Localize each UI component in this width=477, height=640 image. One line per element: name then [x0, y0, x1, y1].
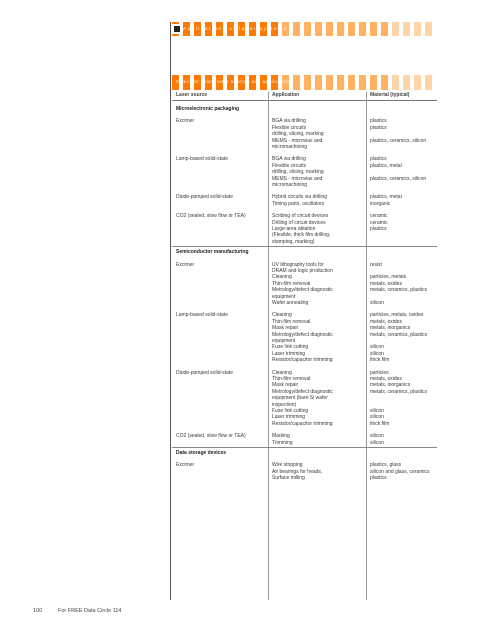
- table-cell: Air bearings for heads,: [272, 468, 323, 475]
- header-rule: [172, 100, 437, 101]
- table-cell: particles: [370, 369, 389, 376]
- section-heading: Semiconductor manufacturing: [176, 249, 249, 256]
- table-cell: Trimming: [272, 439, 293, 446]
- table-cell: Drilling of circuit devices: [272, 219, 326, 226]
- table-cell: equipment (bare Si wafer: [272, 395, 328, 402]
- table-cell: Mask repair: [272, 325, 299, 332]
- table-cell: thick film: [370, 357, 390, 364]
- table-cell: silicon: [370, 433, 384, 440]
- table-cell: Laser trimming: [272, 350, 306, 357]
- table-cell: Resistor/capacitor trimming: [272, 420, 333, 427]
- stripe: [293, 22, 300, 36]
- table-cell: metals, oxides: [370, 376, 402, 382]
- table-cell: Resistor/capacitor trimming: [272, 357, 333, 364]
- table-cell: CO2 (sealed, slow flow or TEA): [176, 433, 246, 440]
- table-cell: plastics, ceramics, silicon: [370, 137, 427, 144]
- table-cell: plastics, ceramics, silicon: [370, 175, 427, 182]
- stripe: [392, 22, 399, 36]
- table-cell: equipment: [272, 338, 296, 344]
- section-rule: [172, 447, 437, 448]
- stripe: [359, 75, 366, 90]
- stripe: [348, 75, 355, 90]
- table-cell: Metrology/defect diagnostic: [272, 388, 333, 395]
- table-cell: DRAM and logic production: [272, 268, 333, 274]
- stripe: [315, 75, 322, 90]
- table-cell: plastics, metal: [370, 162, 402, 169]
- table-cell: Timing parts, oscillators: [272, 200, 325, 207]
- stripe: [403, 22, 410, 36]
- table-cell: BGA via drilling: [272, 118, 306, 125]
- table-cell: particles, metals: [370, 274, 407, 281]
- table-cell: metals, ceramics, plastics: [370, 287, 427, 294]
- table-cell: micromachining: [272, 144, 308, 150]
- stripe: [414, 22, 421, 36]
- stripe: [414, 75, 421, 90]
- stripe: [348, 22, 355, 36]
- stripe: [337, 75, 344, 90]
- table-cell: Surface milling: [272, 475, 305, 482]
- table-cell: Mask repair: [272, 382, 299, 389]
- table-cell: resist: [370, 261, 382, 268]
- table-cell: metals, oxides: [370, 280, 402, 287]
- table-cell: Diode-pumped solid-state: [176, 194, 233, 201]
- table-cell: Cleaning: [272, 274, 292, 281]
- stripe: [304, 22, 311, 36]
- table-cell: metals, ceramics, plastics: [370, 388, 427, 395]
- table-cell: Metrology/defect diagnostic: [272, 287, 333, 294]
- stripe: [370, 22, 377, 36]
- table-cell: plastics, metal: [370, 194, 402, 201]
- table-cell: plastics: [370, 118, 387, 125]
- table-cell: silicon: [370, 439, 384, 446]
- table-cell: plastics, glass: [370, 462, 402, 469]
- table-title: Selection chart: laser sources and applications: [176, 79, 293, 84]
- table-cell: metals, ceramics, plastics: [370, 331, 427, 338]
- table-cell: Thin-film removal: [272, 318, 311, 325]
- table-cell: MEMS - microvias and: [272, 175, 323, 182]
- table-cell: Flexible circuits: [272, 124, 307, 131]
- table-cell: Excimer: [176, 462, 195, 469]
- table-cell: CO2 (sealed, slow flow or TEA): [176, 213, 246, 220]
- table-cell: plastics: [370, 156, 387, 163]
- table-cell: silicon: [370, 344, 384, 351]
- table-cell: metals, oxides: [370, 318, 402, 325]
- table-cell: silicon and glass, ceramics: [370, 468, 430, 475]
- table-cell: plastics: [370, 226, 387, 232]
- table-cell: Wire stripping: [272, 462, 303, 469]
- table-cell: Excimer: [176, 261, 195, 268]
- footer-note: For FREE Data Circle 114: [58, 608, 122, 614]
- table-cell: Scribing of circuit devices: [272, 213, 329, 220]
- stripe: [370, 75, 377, 90]
- column-separator: [366, 92, 367, 600]
- table-cell: inorganic: [370, 200, 391, 207]
- table-cell: plastics: [370, 475, 387, 482]
- table-cell: micromachining: [272, 182, 308, 188]
- table-cell: silicon: [370, 408, 384, 414]
- table-cell: Lamp-based solid-state: [176, 156, 228, 163]
- table-cell: (Flexible, thick film drilling,: [272, 232, 331, 239]
- table-cell: metals, inorganics: [370, 325, 411, 332]
- table-cell: Thin-film removal: [272, 280, 311, 287]
- column-header-application: Application: [272, 92, 300, 98]
- column-separator: [268, 92, 269, 600]
- section-heading: Microelectronic packaging: [176, 106, 240, 112]
- table-cell: silicon: [370, 414, 384, 421]
- table-cell: Lamp-based solid-state: [176, 312, 228, 319]
- banner-title: Applications of laser systems: [183, 26, 288, 31]
- table-cell: Marking: [272, 433, 290, 440]
- table-cell: drilling, slicing, marking: [272, 169, 324, 176]
- table-cell: silicon: [370, 300, 384, 306]
- table-cell: Diode-pumped solid-state: [176, 369, 233, 376]
- table-cell: Fuse link cutting: [272, 408, 309, 414]
- table-cell: plastics: [370, 124, 387, 131]
- section-rule: [172, 246, 437, 247]
- table-cell: Flexible circuits: [272, 162, 307, 169]
- table-cell: Metrology/defect diagnostic: [272, 331, 333, 338]
- table-cell: UV lithography tools for: [272, 261, 324, 268]
- section-heading: Data storage devices: [176, 450, 227, 456]
- table-cell: inspection): [272, 401, 297, 408]
- table-cell: ceramic: [370, 213, 388, 220]
- table-cell: metals, inorganics: [370, 382, 411, 389]
- stripe: [326, 75, 333, 90]
- page-number: 100: [33, 608, 43, 614]
- stripe: [425, 75, 432, 90]
- table-cell: particles, metals, oxides: [370, 312, 424, 319]
- stripe: [326, 22, 333, 36]
- square-bullet-icon: [172, 24, 182, 34]
- stripe: [293, 75, 300, 90]
- column-header-laser-source: Laser source: [176, 92, 208, 98]
- table-cell: Cleaning: [272, 369, 292, 376]
- table-cell: equipment: [272, 293, 296, 300]
- stripe: [359, 22, 366, 36]
- table-cell: silicon: [370, 350, 384, 357]
- stripe: [425, 22, 432, 36]
- table-cell: thick film: [370, 420, 390, 427]
- table-cell: BGA via drilling: [272, 156, 306, 163]
- stripe: [337, 22, 344, 36]
- stripe: [392, 75, 399, 90]
- table-cell: Wafer annealing: [272, 300, 309, 306]
- stripe: [381, 22, 388, 36]
- table-cell: stamping, marking): [272, 238, 315, 245]
- stripe: [403, 75, 410, 90]
- table-cell: Hybrid circuits via drilling: [272, 194, 328, 201]
- table-cell: MEMS - microvias and: [272, 137, 323, 144]
- table-cell: Excimer: [176, 118, 195, 125]
- table-cell: Fuse link cutting: [272, 344, 309, 351]
- table-cell: Laser trimming: [272, 414, 306, 421]
- table-cell: drilling, slicing, marking: [272, 131, 324, 138]
- table-cell: ceramic: [370, 219, 388, 226]
- table-cell: Thin-film removal: [272, 376, 311, 382]
- column-header-material: Material (typical): [370, 92, 410, 98]
- margin-rule: [170, 22, 171, 600]
- stripe: [381, 75, 388, 90]
- table-cell: Large-area ablation: [272, 226, 316, 232]
- stripe: [304, 75, 311, 90]
- table-cell: Cleaning: [272, 312, 292, 319]
- stripe: [315, 22, 322, 36]
